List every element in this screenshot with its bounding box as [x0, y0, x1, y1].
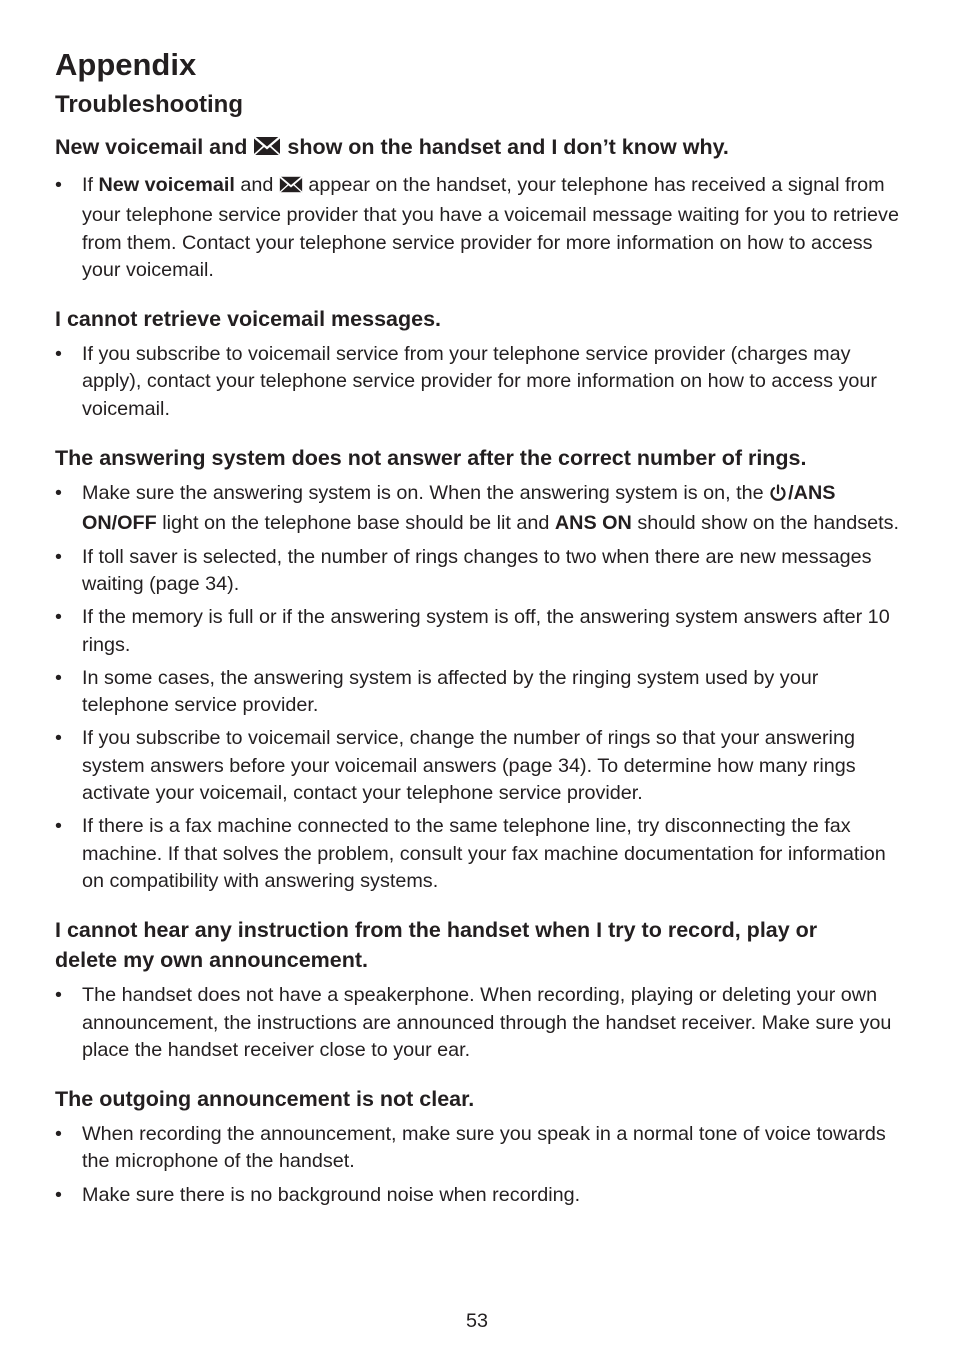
section-heading: The outgoing announcement is not clear. [55, 1087, 475, 1112]
list-item: • If you subscribe to voicemail service from your telephone service provider (charges may apply), contact your telephone service provider for more information on how to access your voicemail. [55, 341, 900, 423]
power-icon [769, 483, 787, 510]
bullet-list [55, 982, 900, 1064]
list-item: • If the memory is full or if the answering system is off, the answering system answers after 10 rings. [55, 604, 900, 659]
section-heading: New voicemail and show on the handset and I don’t know why. [55, 132, 855, 165]
page-subtitle: Troubleshooting [55, 91, 243, 118]
list-item: • If New voicemail and appear on the handset, your telephone has received a signal from your telephone service provider that you have a voicemail message waiting for you to retrieve from them. Contact your telephone service provider for more information on how to access your voicemail. [55, 172, 900, 284]
section-heading: The answering system does not answer after the correct number of rings. [55, 446, 807, 471]
section-answering-rings [55, 443, 900, 895]
list-item: • If you subscribe to voicemail service, change the number of rings so that your answering system answers before your voicemail answers (page 34). To determine how many rings activate your voicemail, contact your telephone service provider. [55, 725, 900, 807]
section-cannot-retrieve [55, 304, 900, 423]
section-cannot-hear-instruction [55, 915, 900, 1064]
bullet-list [55, 172, 900, 284]
bullet-list [55, 480, 900, 895]
page-title: Appendix [55, 47, 197, 82]
list-item: • If there is a fax machine connected to the same telephone line, try disconnecting the fax machine. If that solves the problem, consult your fax machine documentation for information on compatibility with answering systems. [55, 813, 900, 895]
list-item: • If toll saver is selected, the number of rings changes to two when there are new messages waiting (page 34). [55, 544, 900, 599]
list-item: • When recording the announcement, make sure you speak in a normal tone of voice towards the microphone of the handset. [55, 1121, 900, 1176]
troubleshooting-sections [55, 132, 900, 1229]
section-announcement-not-clear [55, 1084, 900, 1209]
voicemail-envelope-icon [279, 175, 303, 202]
section-heading: I cannot hear any instruction from the handset when I try to record, play or delete my own announcement. [55, 918, 818, 973]
list-item: • Make sure the answering system is on. When the answering system is on, the /ANS ON/OFF light on the telephone base should be lit and ANS ON should show on the handsets. [55, 480, 900, 538]
section-heading: I cannot retrieve voicemail messages. [55, 307, 442, 332]
list-item: • In some cases, the answering system is affected by the ringing system used by your telephone service provider. [55, 665, 900, 720]
bullet-list [55, 341, 900, 423]
page-number: 53 [465, 1310, 488, 1332]
list-item: • Make sure there is no background noise when recording. [55, 1182, 900, 1209]
list-item: • The handset does not have a speakerphone. When recording, playing or deleting your own announcement, the instructions are announced through the handset receiver. Make sure you place the handset receiver close to your ear. [55, 982, 900, 1064]
voicemail-envelope-icon [253, 135, 281, 165]
bullet-list [55, 1121, 900, 1209]
section-new-voicemail [55, 132, 900, 284]
